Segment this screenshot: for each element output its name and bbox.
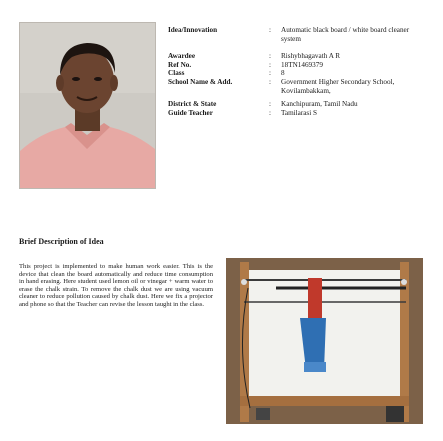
refno-label: Ref No. [168, 60, 192, 69]
district-separator: : [269, 100, 271, 109]
school-separator: : [269, 77, 271, 86]
class-value: 8 [281, 69, 285, 78]
class-row [168, 69, 430, 78]
district-value: Kanchipuram, Tamil Nadu [281, 100, 358, 109]
awardee-separator: : [269, 52, 271, 61]
school-label: School Name & Add. [168, 77, 233, 86]
refno-row [168, 61, 430, 70]
guide-separator: : [269, 108, 271, 117]
awardee-info [168, 26, 430, 117]
idea-label: Idea/Innovation [168, 26, 218, 34]
guide-value: Tamilarasi S [281, 108, 318, 117]
class-separator: : [269, 69, 271, 78]
school-row [168, 78, 430, 95]
district-label: District & State [168, 100, 217, 109]
description-heading: Brief Description of Idea [19, 237, 104, 246]
idea-row [168, 26, 430, 43]
awardee-label: Awardee [168, 52, 196, 61]
school-value: Government Higher Secondary School, Kovilambakkam, [281, 77, 395, 95]
idea-value: Automatic black board / white board cleaner system [281, 26, 410, 43]
idea-separator: : [269, 26, 271, 34]
district-row [168, 100, 430, 109]
student-portrait-graphic [20, 23, 155, 188]
awardee-row [168, 52, 430, 61]
board-cleaner-device-graphic [226, 258, 423, 424]
awardee-value: Rishybhagavath A R [281, 52, 341, 61]
device-photo [226, 258, 423, 424]
guide-row [168, 109, 430, 118]
description-text: This project is implemented to make human work easier. This is the device that clean the board automatically and reduce time consumption in hand erasing. Here student used lemon oil or vinegar + warm water to erase the chalk strain. To remove the chalk dust we are using vacuum cleaner to reduce pollution caused by chalk dust. Here we fix a projector and phone so that the Teacher can revise the lesson taught in the class. [19, 263, 213, 308]
student-photo [19, 22, 156, 189]
refno-value: 18TN1469379 [281, 60, 323, 69]
guide-label: Guide Teacher [168, 108, 213, 117]
refno-separator: : [269, 60, 271, 69]
class-label: Class [168, 69, 185, 78]
